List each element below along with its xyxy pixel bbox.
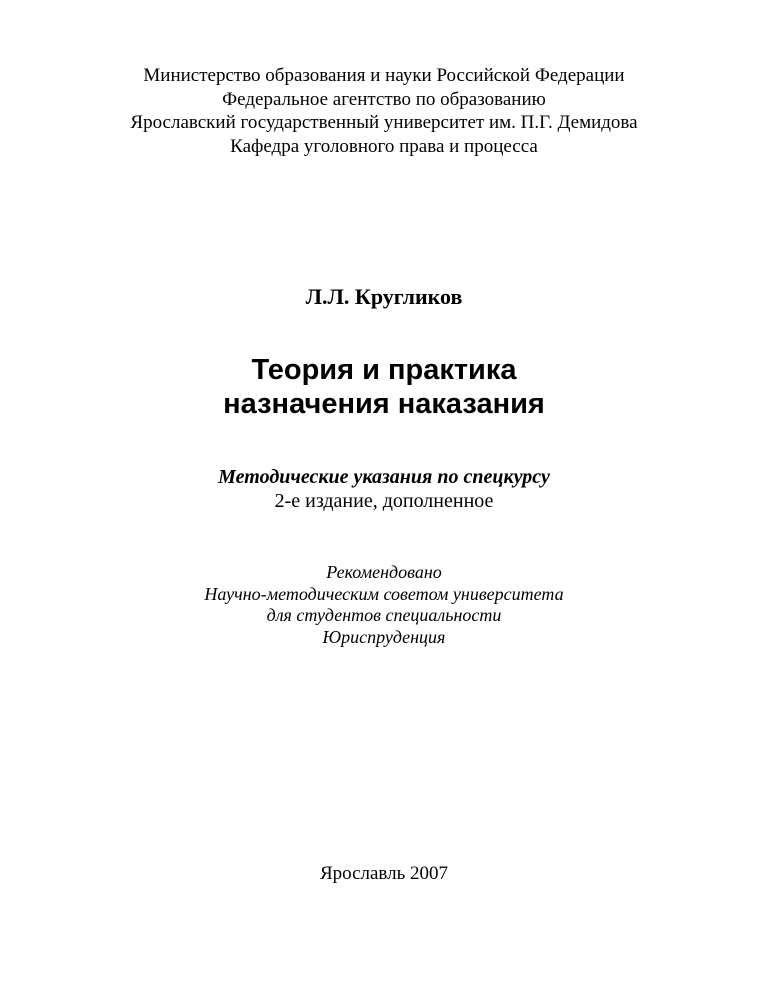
department-line: Кафедра уголовного права и процесса bbox=[230, 135, 538, 157]
author-name: Л.Л. Кругликов bbox=[305, 284, 463, 309]
ministry-line: Министерство образования и науки Российской Федерации bbox=[143, 65, 625, 86]
imprint-city-year: Ярославль 2007 bbox=[319, 863, 449, 884]
book-title-line-2: назначения наказания bbox=[223, 388, 545, 420]
recommendation-line-3: для студентов специальности bbox=[266, 605, 502, 625]
book-title-line-1: Теория и практика bbox=[251, 354, 517, 386]
agency-line: Федеральное агентство по образованию bbox=[222, 88, 546, 110]
book-subtitle bbox=[0, 465, 768, 513]
publication-kind: Методические указания по спецкурсу bbox=[218, 466, 550, 488]
institution-header bbox=[0, 64, 768, 158]
recommendation-line-2: Научно-методическим советом университета bbox=[204, 583, 564, 604]
recommendation-line-4: Юриспруденция bbox=[322, 626, 446, 647]
edition-note: 2-е издание, дополненное bbox=[274, 490, 494, 512]
recommendation-block bbox=[0, 562, 768, 648]
book-title bbox=[0, 353, 768, 421]
recommendation-line-1: Рекомендовано bbox=[326, 562, 442, 582]
university-line: Ярославский государственный университет им. П.Г. Демидова bbox=[130, 112, 638, 133]
